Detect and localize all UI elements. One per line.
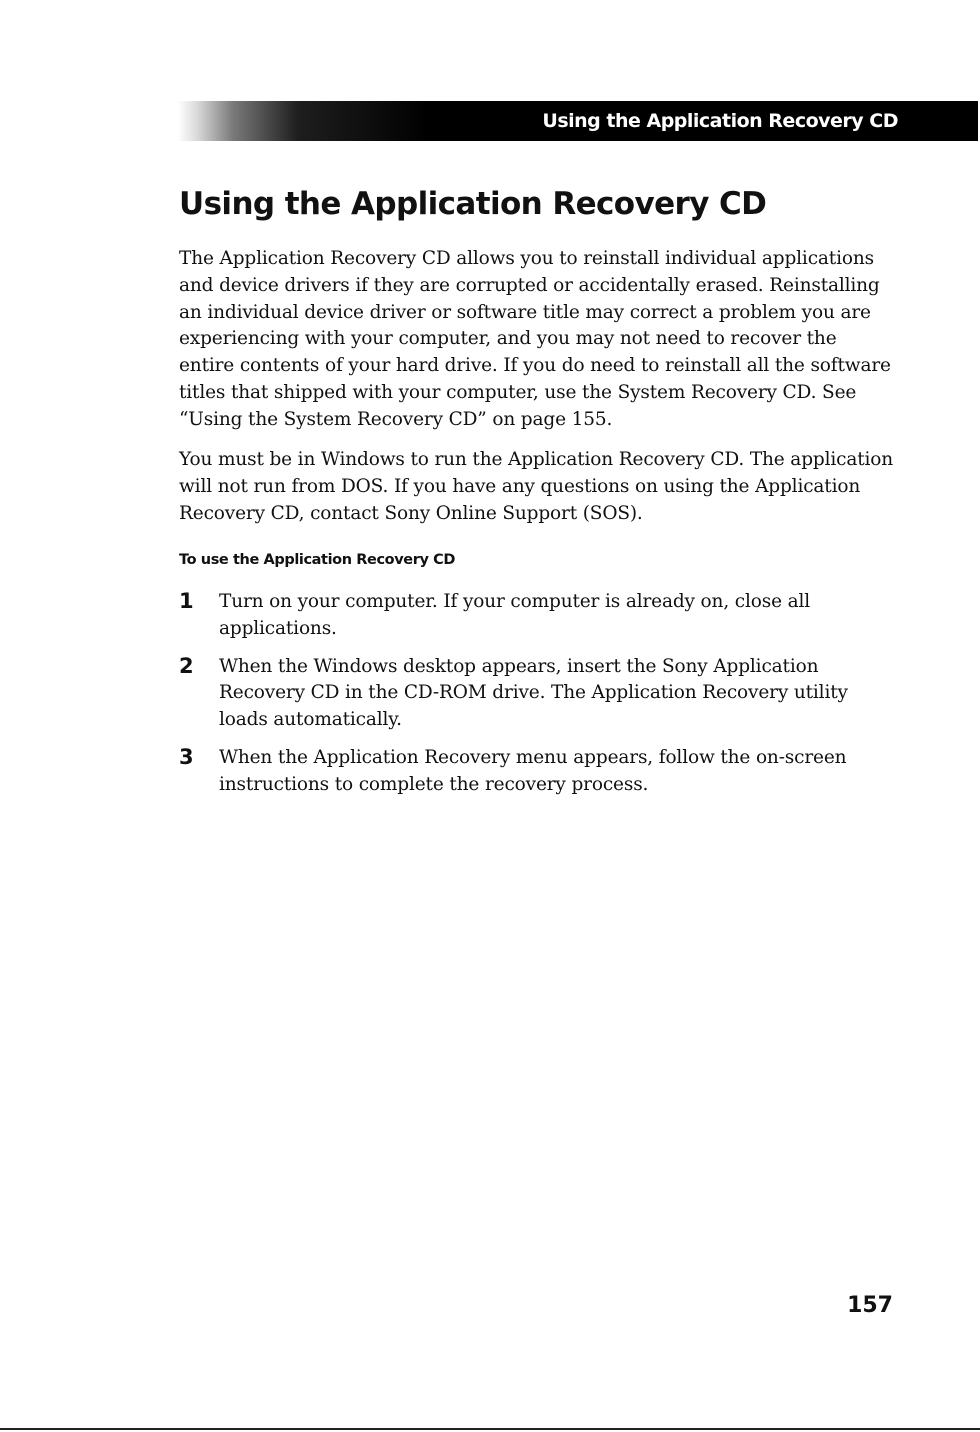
procedure-steps: [179, 589, 894, 810]
intro-paragraph: The Application Recovery CD allows you to reinstall individual applications and device drivers if they are corrupted or accidentally erased. Reinstalling an individual device driver or software title may correct a problem you are experiencing with your computer, and you may not need to recover the entire contents of your hard drive. If you do need to reinstall all the software titles that shipped with your computer, use the System Recovery CD. See “Using the System Recovery CD” on page 155.: [179, 248, 891, 430]
bottom-divider: [0, 1428, 980, 1430]
procedure-heading: To use the Application Recovery CD: [179, 552, 456, 568]
step-text: When the Windows desktop appears, insert the Sony Application Recovery CD in the CD-ROM drive. The Application Recovery utility loads automatically.: [219, 655, 848, 731]
step-item-2: [179, 654, 894, 734]
running-header-bar: [178, 101, 978, 141]
page-title: Using the Application Recovery CD: [179, 186, 767, 222]
step-number: 1: [179, 589, 194, 613]
page-number: 157: [847, 1293, 893, 1318]
step-item-3: [179, 745, 894, 799]
windows-requirement-paragraph: You must be in Windows to run the Application Recovery CD. The application will not run from DOS. If you have any questions on using the Application Recovery CD, contact Sony Online Support (SOS).: [179, 449, 894, 524]
step-text: Turn on your computer. If your computer is already on, close all applications.: [219, 591, 811, 639]
step-text: When the Application Recovery menu appears, follow the on-screen instructions to complete the recovery process.: [219, 746, 847, 795]
step-item-1: [179, 589, 894, 643]
step-number: 3: [179, 744, 194, 769]
step-number: 2: [179, 653, 194, 678]
running-header-title: Using the Application Recovery CD: [542, 110, 898, 132]
